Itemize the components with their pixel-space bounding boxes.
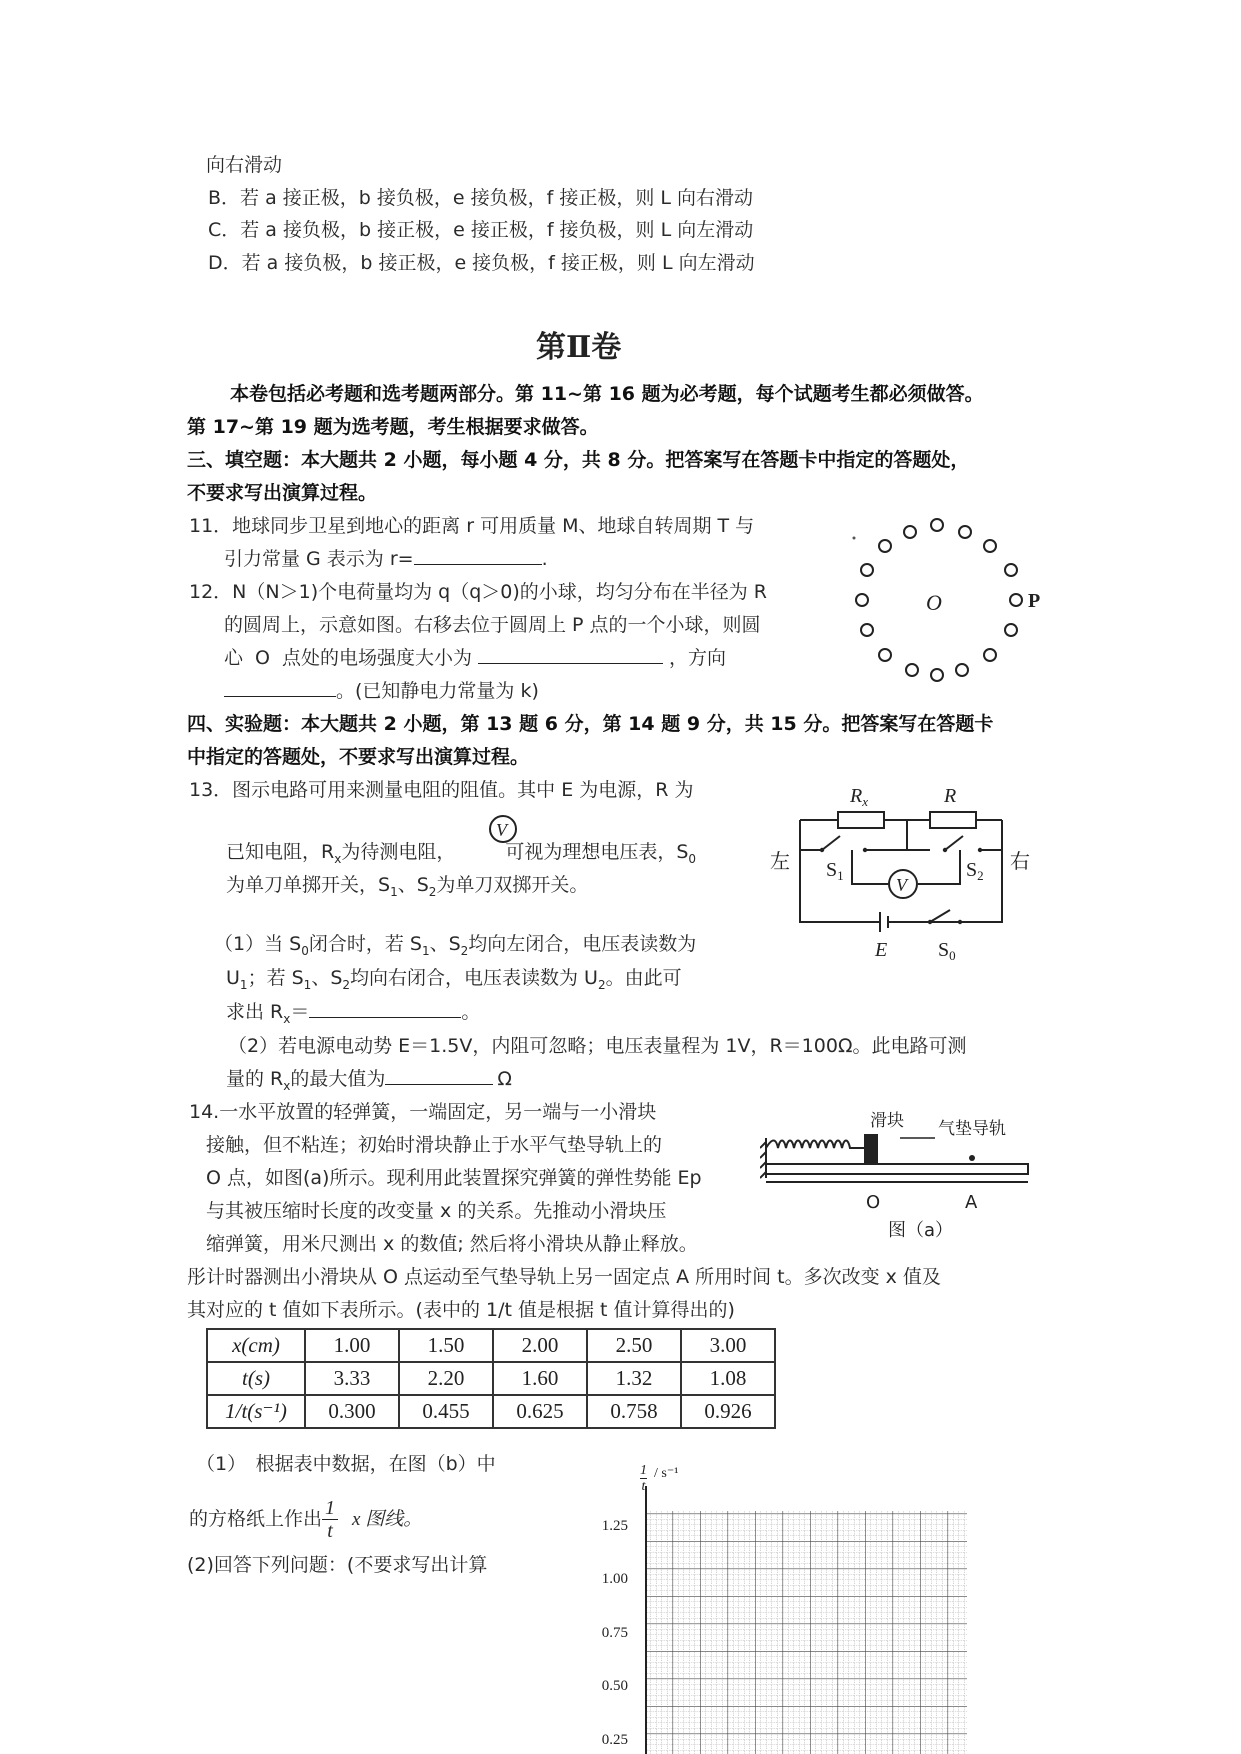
label-o: O xyxy=(866,1192,881,1213)
q13-line-2b: 为待测电阻， xyxy=(341,841,456,863)
part3-heading-line-1: 三、填空题：本大题共 2 小题，每小题 4 分，共 8 分。把答案写在答题卡中指定的答题处， xyxy=(187,449,970,471)
voltmeter-label: V xyxy=(896,875,907,895)
table-cell: 3.33 xyxy=(305,1362,399,1395)
graph-tick-label: 0.75 xyxy=(601,1625,628,1641)
q14-p1-2b: x 图线。 xyxy=(352,1509,423,1530)
figure-a-caption: 图（a） xyxy=(888,1220,954,1241)
q14-line-4: 与其被压缩时长度的改变量 x 的关系。先推动小滑块压 xyxy=(206,1200,667,1222)
q14-line-5: 缩弹簧，用米尺测出 x 的数值; 然后将小滑块从静止释放。 xyxy=(206,1233,698,1255)
inline-fraction xyxy=(322,1497,338,1542)
q13-sub: x xyxy=(283,1011,291,1026)
intro-line-2: 第 17~第 19 题为选考题，考生根据要求做答。 xyxy=(187,416,599,438)
wire-right xyxy=(915,820,1002,922)
charge-ball xyxy=(959,526,971,538)
table-cell: 0.758 xyxy=(587,1395,681,1428)
q12-line-2: 的圆周上，示意如图。右移去位于圆周上 P 点的一个小球，则圆 xyxy=(224,614,761,636)
graph-ylabel-num: 1 xyxy=(640,1463,647,1478)
q13-sub: x xyxy=(283,1078,291,1093)
label-left: 左 xyxy=(770,851,790,873)
spring xyxy=(766,1141,864,1149)
voltmeter-inline-icon xyxy=(483,814,523,848)
section-title: 第Ⅱ卷 xyxy=(536,330,622,365)
charge-ball xyxy=(984,649,996,661)
center-label-o: O xyxy=(926,590,942,615)
charge-ball xyxy=(861,564,873,576)
charge-ball xyxy=(931,519,943,531)
graph-ylabel-den: t xyxy=(641,1479,646,1494)
q10-option-b: B．若 a 接正极，b 接负极，e 接负极，f 接正极，则 L 向右滑动 xyxy=(208,187,753,209)
q13-p1-3-end: 。 xyxy=(461,1001,481,1023)
q13-line-2c: 可视为理想电压表，S xyxy=(505,841,689,863)
q11-line-2 xyxy=(224,543,548,576)
q12-line-1: 12．N（N＞1)个电荷量均为 q（q＞0)的小球，均匀分布在半径为 R xyxy=(189,581,768,603)
charge-ball xyxy=(904,526,916,538)
label-right: 右 xyxy=(1010,851,1030,873)
q13-p1-2e: 。由此可 xyxy=(605,967,682,989)
label-e: E xyxy=(875,939,888,961)
q14-part2-line-1: (2)回答下列问题：(不要求写出计算 xyxy=(187,1554,488,1576)
q13-p1-2d: 均向右闭合，电压表读数为 U xyxy=(350,967,598,989)
charge-ball xyxy=(906,664,918,676)
q13-p1-2a: U xyxy=(226,967,240,989)
table-cell: 1.00 xyxy=(305,1329,399,1362)
q10-option-d: D．若 a 接负极，b 接正极，e 接负极，f 接正极，则 L 向左滑动 xyxy=(208,252,755,274)
table-row-label: t(s) xyxy=(207,1362,305,1395)
q12-direction-blank[interactable] xyxy=(224,676,336,697)
q13-sub: 2 xyxy=(597,977,606,992)
q13-line-3a: 为单刀单掷开关，S xyxy=(226,874,391,896)
table-row xyxy=(207,1362,775,1395)
table-cell: 0.625 xyxy=(493,1395,587,1428)
q13-line-3c: 为单刀双掷开关。 xyxy=(436,874,589,896)
charge-ball xyxy=(956,664,968,676)
graph-tick-label: 0.50 xyxy=(601,1678,628,1694)
label-s1: $S_1$ xyxy=(826,859,844,883)
slider-block xyxy=(864,1134,878,1164)
table-cell: 1.32 xyxy=(587,1362,681,1395)
q13-p1-c: 、S xyxy=(429,933,461,955)
graph-grid xyxy=(647,1511,967,1754)
table-cell: 2.50 xyxy=(587,1329,681,1362)
graph-y-unit: / s⁻¹ xyxy=(654,1466,679,1481)
table-row xyxy=(207,1395,775,1428)
q13-p1-2b: ；若 S xyxy=(247,967,304,989)
q13-sub: 1 xyxy=(390,884,398,899)
fraction-den: t xyxy=(327,1520,333,1542)
resistor-rx xyxy=(838,812,884,828)
q12-line-3 xyxy=(224,642,726,675)
q13-p2-end: Ω xyxy=(497,1068,512,1090)
table-cell: 0.926 xyxy=(681,1395,775,1428)
q13-sub: 1 xyxy=(303,977,312,992)
graph-tick-label: 0.25 xyxy=(601,1732,628,1748)
label-a: A xyxy=(965,1192,978,1213)
label-rx: $R_x$ xyxy=(850,785,868,809)
graph-b-grid-paper xyxy=(590,1486,980,1754)
q13-p1-3b: ＝ xyxy=(290,1001,310,1023)
q13-circuit-diagram xyxy=(770,772,1050,972)
q13-line-1: 13．图示电路可用来测量电阻的阻值。其中 E 为电源，R 为 xyxy=(189,779,694,801)
wire-to-voltmeter xyxy=(852,850,888,884)
q10-option-a-tail: 向右滑动 xyxy=(206,154,283,176)
resistor-r xyxy=(930,812,976,828)
label-slider: 滑块 xyxy=(870,1111,904,1131)
table-cell: 3.00 xyxy=(681,1329,775,1362)
switch-s1-blade xyxy=(822,836,840,850)
q12-line-4 xyxy=(224,675,539,708)
q13-sub: 0 xyxy=(301,943,309,958)
q11-end: . xyxy=(541,548,548,570)
q13-line-2a: 已知电阻，R xyxy=(226,841,335,863)
table-cell: 2.00 xyxy=(493,1329,587,1362)
q12-line-3-text: 心 O 点处的电场强度大小为 xyxy=(224,647,473,669)
table-cell: 0.300 xyxy=(305,1395,399,1428)
q14-p1-2a: 的方格纸上作出 xyxy=(189,1508,323,1530)
charge-ball xyxy=(879,649,891,661)
voltmeter-inline-label: V xyxy=(496,820,507,840)
graph-tick-label: 1.25 xyxy=(601,1518,628,1534)
q13-p1-3a: 求出 R xyxy=(226,1001,284,1023)
label-s2: $S_2$ xyxy=(966,859,984,883)
q13-p2-c: 的最大值为 xyxy=(290,1068,386,1090)
q12-magnitude-blank[interactable] xyxy=(478,643,663,664)
part4-heading-line-2: 中指定的答题处，不要求写出演算过程。 xyxy=(187,746,530,768)
table-cell: 0.455 xyxy=(399,1395,493,1428)
charge-ball xyxy=(1010,594,1022,606)
q13-part2-line-1: （2）若电源电动势 E＝1.5V，内阻可忽略；电压表量程为 1V，R＝100Ω。此电路可测 xyxy=(228,1035,967,1057)
air-rail xyxy=(766,1164,1028,1174)
q13-p2-b: 量的 R xyxy=(226,1068,284,1090)
charge-ball xyxy=(879,540,891,552)
q14-line-2: 接触，但不粘连；初始时滑块静止于水平气垫导轨上的 xyxy=(206,1134,663,1156)
q13-p1-d: 均向左闭合，电压表读数为 xyxy=(468,933,697,955)
q13-sub: 2 xyxy=(342,977,351,992)
table-cell: 2.20 xyxy=(399,1362,493,1395)
q13-sub: 1 xyxy=(239,977,248,992)
table-row xyxy=(207,1329,775,1362)
q13-sub: 0 xyxy=(688,851,697,866)
part3-heading-line-2: 不要求写出演算过程。 xyxy=(187,482,378,504)
q13-max-rx-blank[interactable] xyxy=(385,1064,493,1085)
label-r: R xyxy=(944,785,957,807)
charge-ball xyxy=(1005,564,1017,576)
q12-line-3-end: ，方向 xyxy=(669,647,727,669)
intro-line-1: 本卷包括必考题和选考题两部分。第 11~第 16 题为必考题，每个试题考生都必须做答。 xyxy=(230,383,984,405)
q13-p1-a: （1）当 S xyxy=(214,933,302,955)
q14-line-1: 14.一水平放置的轻弹簧，一端固定，另一端与一小滑块 xyxy=(189,1101,657,1123)
fraction-num: 1 xyxy=(322,1497,338,1520)
graph-tick-label: 1.00 xyxy=(601,1571,628,1587)
charge-ball xyxy=(984,540,996,552)
charge-ball xyxy=(1005,624,1017,636)
stray-dot xyxy=(853,537,856,540)
q11-line-1: 11．地球同步卫星到地心的距离 r 可用质量 M、地球自转周期 T 与 xyxy=(189,515,755,537)
q13-rx-answer-blank[interactable] xyxy=(309,997,461,1018)
q14-part1-line-2 xyxy=(189,1497,422,1542)
q10-option-c: C．若 a 接负极，b 接正极，e 接正极，f 接负极，则 L 向左滑动 xyxy=(208,219,754,241)
label-rail: 气垫导轨 xyxy=(938,1119,1006,1139)
q14-figure-a xyxy=(760,1098,1040,1246)
table-cell: 1.08 xyxy=(681,1362,775,1395)
table-row-label: 1/t(s⁻¹) xyxy=(207,1395,305,1428)
switch-s2-blade xyxy=(945,836,963,850)
table-row-label: x(cm) xyxy=(207,1329,305,1362)
table-cell: 1.50 xyxy=(399,1329,493,1362)
charge-ball xyxy=(856,594,868,606)
q12-charge-ring-figure xyxy=(840,510,1070,685)
q14-part1-line-1: （1） 根据表中数据，在图（b）中 xyxy=(196,1453,496,1475)
charge-ball xyxy=(861,624,873,636)
q13-p1-2c: 、S xyxy=(311,967,343,989)
q14-data-table xyxy=(206,1328,776,1429)
switch-s0-blade xyxy=(930,910,950,922)
label-s0: $S_0$ xyxy=(938,939,956,963)
q13-p1-b: 闭合时，若 S xyxy=(308,933,422,955)
q13-sub: x xyxy=(334,851,342,866)
q13-line-3b: 、S xyxy=(397,874,429,896)
q13-line-3 xyxy=(226,869,588,909)
q11-answer-blank[interactable] xyxy=(414,544,542,565)
point-a-dot xyxy=(969,1155,975,1161)
point-label-p: P xyxy=(1028,590,1041,612)
q14-line-6: 彤计时器测出小滑块从 O 点运动至气垫导轨上另一固定点 A 所用时间 t。多次改变 x 值及 xyxy=(187,1266,941,1288)
q13-sub: 2 xyxy=(460,943,469,958)
q11-text: 引力常量 G 表示为 r= xyxy=(224,548,414,570)
q13-sub: 2 xyxy=(428,884,437,899)
q14-line-3: O 点，如图(a)所示。现利用此装置探究弹簧的弹性势能 Ep xyxy=(206,1167,702,1189)
q13-sub: 1 xyxy=(421,943,430,958)
charge-ball xyxy=(931,669,943,681)
table-cell: 1.60 xyxy=(493,1362,587,1395)
q14-line-7: 其对应的 t 值如下表所示。(表中的 1/t 值是根据 t 值计算得出的) xyxy=(187,1299,735,1321)
part4-heading-line-1: 四、实验题：本大题共 2 小题，第 13 题 6 分，第 14 题 9 分，共 15 分。把答案写在答题卡 xyxy=(187,713,994,735)
q12-line-4-end: 。(已知静电力常量为 k) xyxy=(336,680,539,702)
